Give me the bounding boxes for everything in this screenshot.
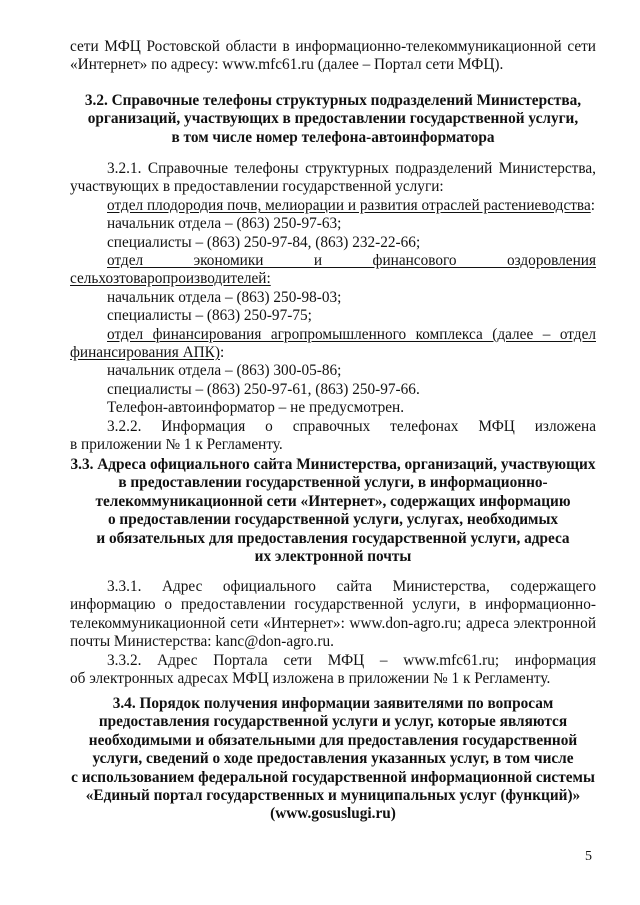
text-line: специалисты – (863) 250-97-61, (863) 250-97-66. xyxy=(107,380,420,398)
text-line: начальник отдела – (863) 250-98-03; xyxy=(107,288,342,306)
text-line: 3.3.2. Адрес Портала сети МФЦ – www.mfc61.ru; информация xyxy=(107,651,596,669)
section-3-3-heading xyxy=(70,456,596,566)
text-line: начальник отдела – (863) 250-97-63; xyxy=(107,215,342,233)
text-line: телекоммуникационной сети «Интернет»: www.don-agro.ru; адреса электронной xyxy=(70,614,596,632)
section-3-2-body xyxy=(70,160,596,455)
heading-line: о предоставлении государственной услуги, услугах, необходимых xyxy=(107,511,559,529)
text-line: участвующих в предоставлении государственной услуги: xyxy=(70,178,444,196)
heading-line: 3.4. Порядок получения информации заявителями по вопросам xyxy=(112,695,554,712)
text-line: 3.2.2. Информация о справочных телефонах МФЦ изложена xyxy=(107,417,596,435)
text-line: специалисты – (863) 250-97-75; xyxy=(107,307,312,325)
text-line: об электронных адресах МФЦ изложена в приложении № 1 к Регламенту. xyxy=(70,670,551,688)
text-line: сети МФЦ Ростовской области в информационно-телекоммуникационной сети xyxy=(70,38,596,55)
text-line: «Интернет» по адресу: www.mfc61.ru (далее – Портал сети МФЦ). xyxy=(70,56,504,74)
heading-line: в предоставлении государственной услуги, в информационно- xyxy=(118,474,548,492)
heading-line: необходимыми и обязательными для предоставления государственной xyxy=(88,731,578,749)
dept-apk-title: отдел финансирования агропромышленного комплекса (далее – отдел xyxy=(107,325,596,343)
section-3-2-heading xyxy=(70,92,596,147)
dept-apk-title-cont: финансирования АПК) xyxy=(70,344,220,362)
heading-line: предоставления государственной услуги и услуг, которые являются xyxy=(98,713,568,731)
heading-line: организаций, участвующих в предоставлении государственной услуги, xyxy=(87,110,579,128)
text-line: 3.3.1. Адрес официального сайта Министерства, содержащего xyxy=(107,578,596,595)
dept-apk-title-line: финансирования АПК): xyxy=(70,344,225,362)
text-line: специалисты – (863) 250-97-84, (863) 232-22-66; xyxy=(107,233,421,251)
dept-title-line: отдел плодородия почв, мелиорации и развития отраслей растениеводства: xyxy=(107,196,595,214)
heading-line: услуги, сведений о ходе предоставления указанных услуг, в том числе xyxy=(92,750,574,768)
text-line: почты Министерства: kanc@don-agro.ru. xyxy=(70,633,334,651)
heading-line: 3.2. Справочные телефоны структурных подразделений Министерства, xyxy=(84,92,582,109)
dept-economics-title: отдел экономики и финансового оздоровления xyxy=(107,252,596,270)
page-number: 5 xyxy=(585,849,592,864)
heading-line: 3.3. Адреса официального сайта Министерства, организаций, участвующих xyxy=(70,456,596,473)
heading-line: и обязательных для предоставления государственной услуги, адреса xyxy=(96,529,570,547)
intro-paragraph xyxy=(70,38,596,75)
heading-line: с использованием федеральной государственной информационной системы xyxy=(71,768,595,786)
dept-plodorodiya-title: отдел плодородия почв, мелиорации и развития отраслей растениеводства xyxy=(107,196,591,214)
text-line: информацию о предоставлении государственной услуги, в информационно- xyxy=(70,596,596,614)
text-line: Телефон-автоинформатор – не предусмотрен. xyxy=(107,399,405,417)
heading-line: в том числе номер телефона-автоинформатора xyxy=(171,128,495,146)
text-line: начальник отдела – (863) 300-05-86; xyxy=(107,362,342,380)
text-line: 3.2.1. Справочные телефоны структурных подразделений Министерства, xyxy=(107,160,596,177)
section-3-3-body xyxy=(70,578,596,688)
heading-line: (www.gosuslugi.ru) xyxy=(270,805,396,823)
heading-line: телекоммуникационной сети «Интернет», содержащих информацию xyxy=(95,492,571,510)
dept-economics-title-cont: сельхозтоваропроизводителей: xyxy=(70,270,271,288)
text-line: в приложении № 1 к Регламенту. xyxy=(70,436,283,454)
heading-line: «Единый портал государственных и муниципальных услуг (функций)» xyxy=(85,787,581,805)
section-3-4-heading xyxy=(70,695,596,824)
heading-line: их электронной почты xyxy=(254,548,412,566)
